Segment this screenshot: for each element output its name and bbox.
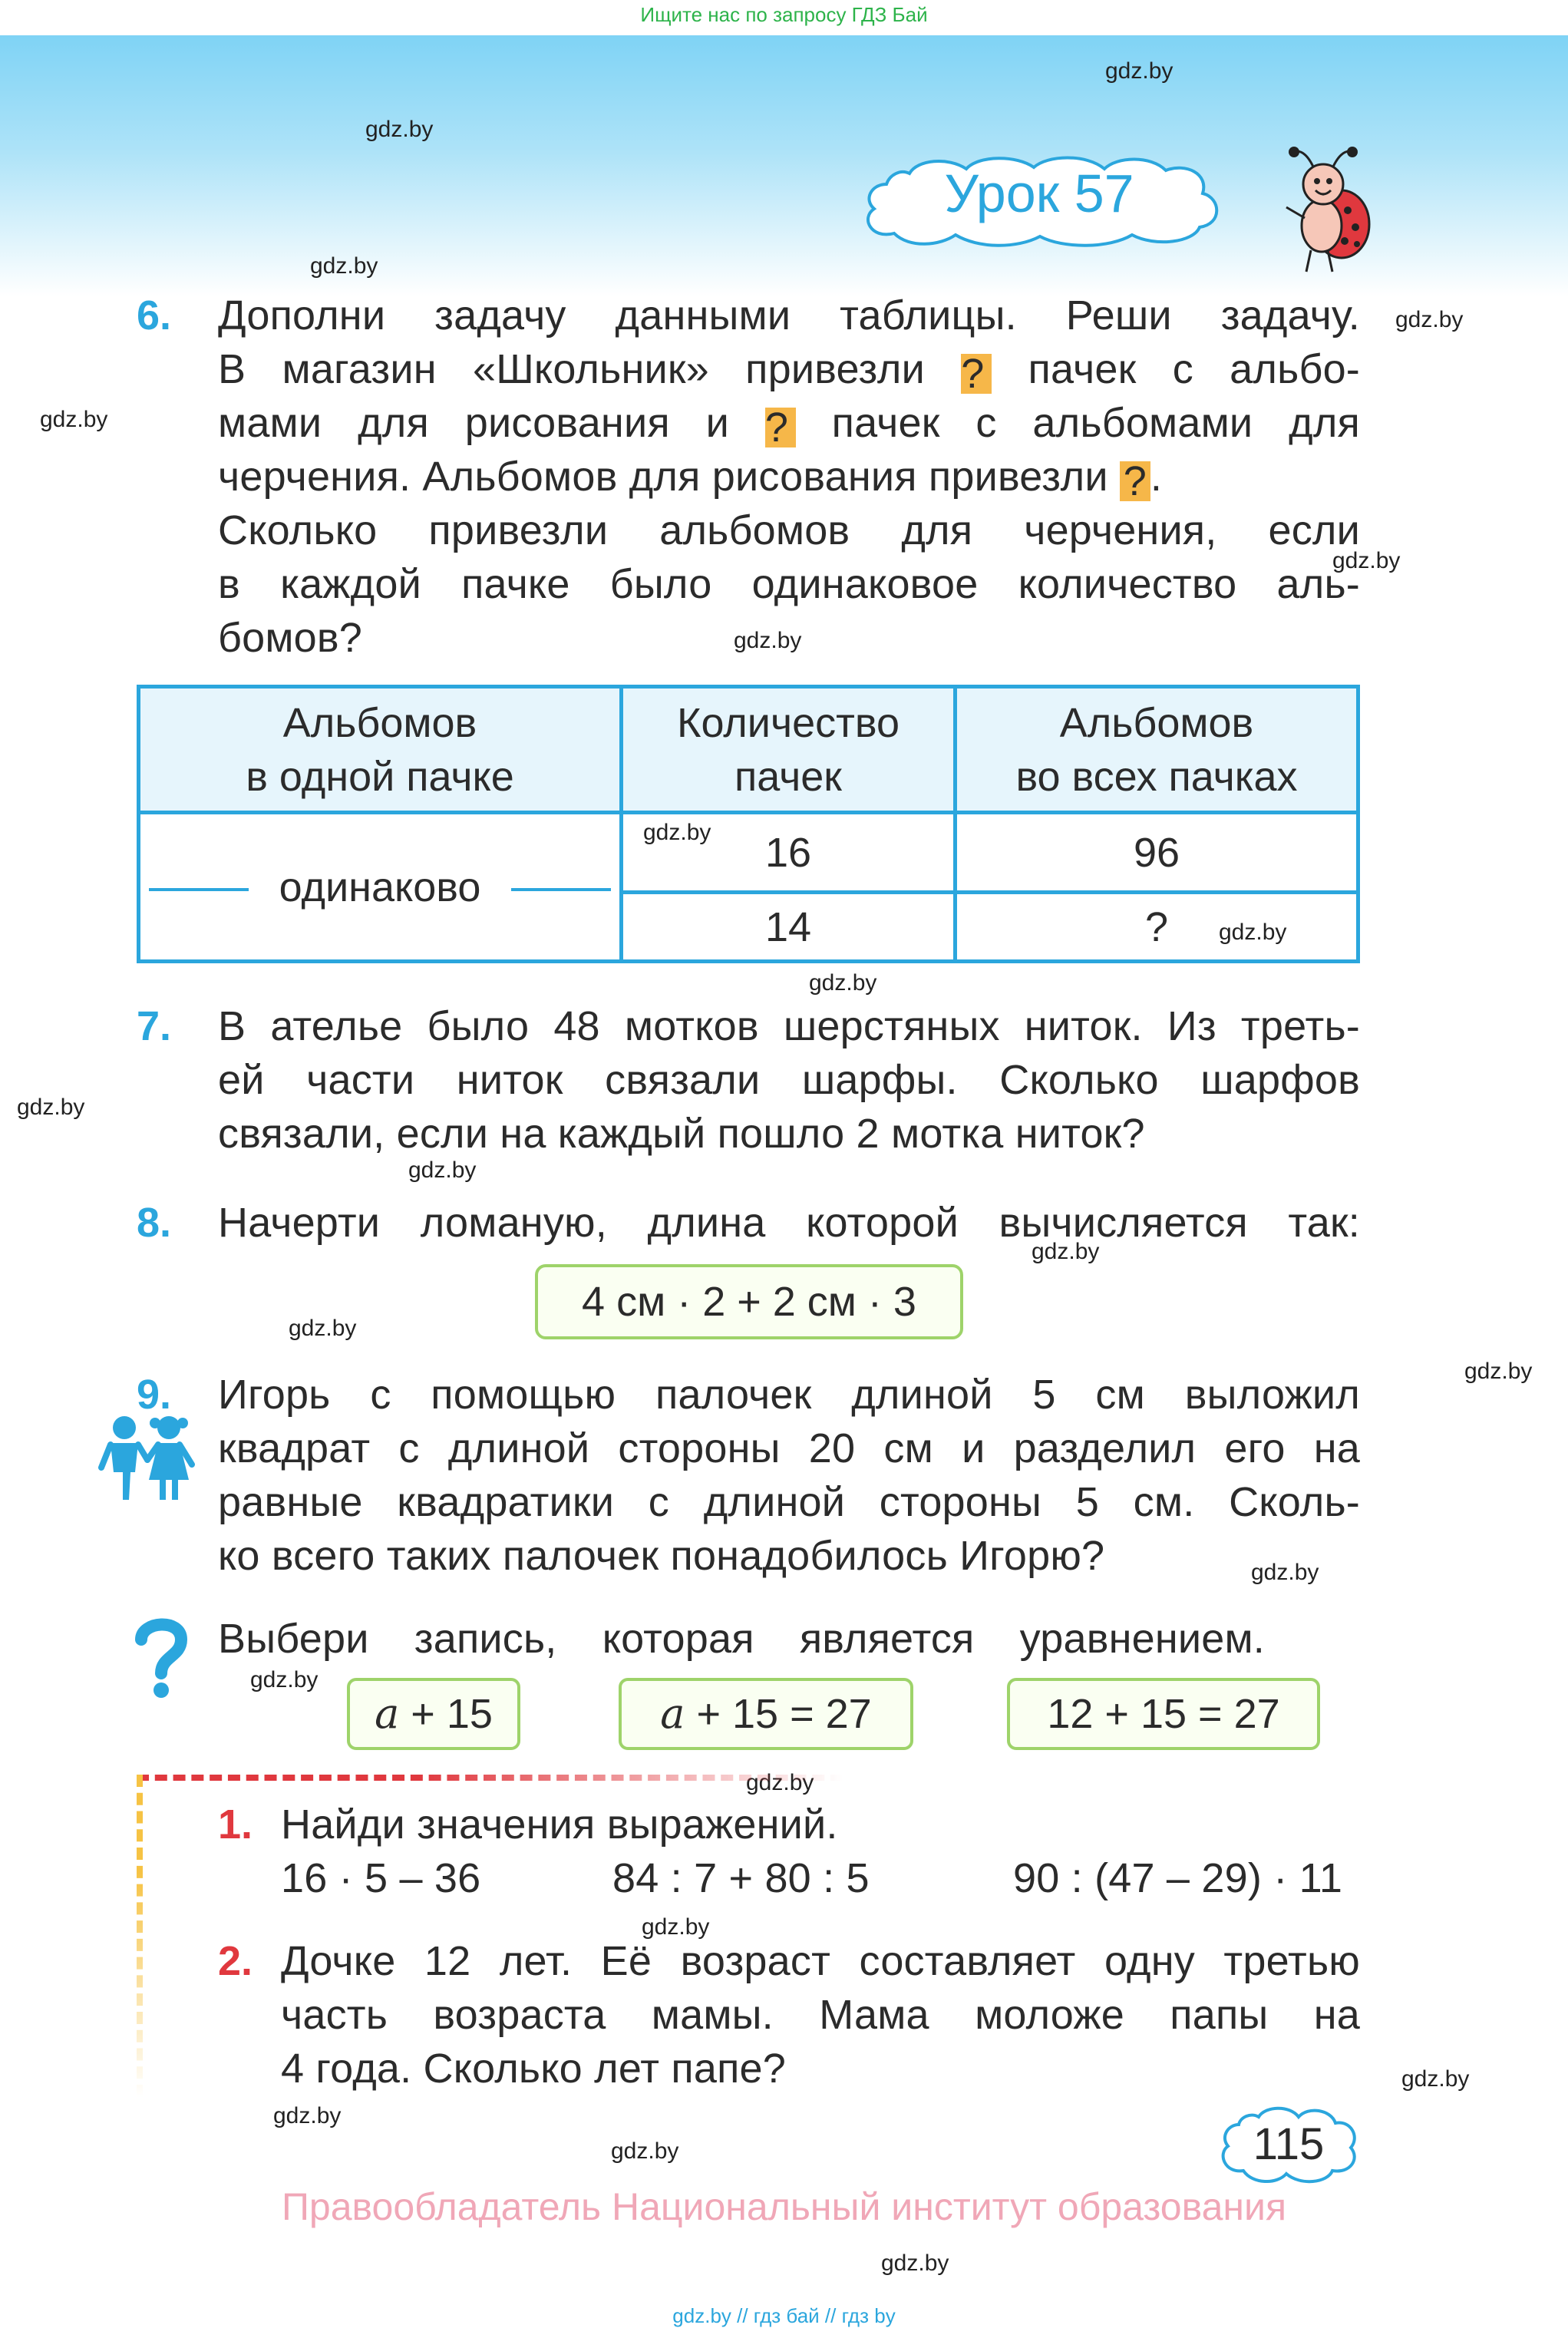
equation-option-1[interactable]: a + 15 xyxy=(347,1678,520,1750)
page-number: 115 xyxy=(1253,2119,1325,2169)
table-cell: 14 xyxy=(622,893,956,962)
review-task-2-line-2: часть возраста мамы. Мама моложе папы на xyxy=(281,1992,1360,2038)
expression-1: 16 · 5 – 36 xyxy=(281,1855,481,1901)
formula-box: 4 см · 2 + 2 см · 3 xyxy=(535,1264,963,1339)
review-task-2-line-3: 4 года. Сколько лет папе? xyxy=(281,2046,786,2092)
task-6-line-7: бомов? xyxy=(218,615,363,661)
task-6-line-5: Сколько привезли альбомов для черчения, если xyxy=(218,507,1360,553)
copyright-text: Правообладатель Национальный институт образования xyxy=(281,2185,1287,2228)
table-header-pack-count: Количество пачек xyxy=(622,687,956,813)
question-mark-icon xyxy=(130,1616,192,1701)
table-header-total: Альбомов во всех пачках xyxy=(956,687,1358,813)
watermark: gdz.by xyxy=(809,970,877,996)
ladybug-icon xyxy=(1271,141,1378,279)
watermark: gdz.by xyxy=(1395,307,1464,332)
watermark: gdz.by xyxy=(1401,2066,1470,2092)
watermark: gdz.by xyxy=(881,2250,949,2276)
dash-line xyxy=(511,888,611,891)
task-8-line: Начерти ломаную, длина которой вычисляется так: xyxy=(218,1200,1360,1246)
watermark: gdz.by xyxy=(1032,1239,1100,1264)
task-9-line-3: равные квадратики с длиной стороны 5 см. Сколь- xyxy=(218,1479,1360,1525)
equation-option-2[interactable]: a + 15 = 27 xyxy=(619,1678,913,1750)
review-border-top xyxy=(137,1775,843,1781)
watermark: gdz.by xyxy=(408,1157,477,1183)
task-7-line-3: связали, если на каждый пошло 2 мотка ниток? xyxy=(218,1111,1145,1157)
watermark: gdz.by xyxy=(1332,548,1401,573)
expression-2: 84 : 7 + 80 : 5 xyxy=(612,1855,870,1901)
watermark: gdz.by xyxy=(1219,920,1287,945)
top-banner-text[interactable]: Ищите нас по запросу ГДЗ Бай xyxy=(640,3,928,26)
review-task-1-line: Найди значения выражений. xyxy=(281,1801,838,1848)
watermark: gdz.by xyxy=(1105,58,1174,84)
data-table xyxy=(137,685,1360,963)
blank-box[interactable]: ? xyxy=(1120,461,1150,501)
watermark: gdz.by xyxy=(17,1095,85,1120)
task-7-number: 7. xyxy=(137,1003,172,1049)
table-cell: 16 xyxy=(622,813,956,893)
blank-box[interactable]: ? xyxy=(765,408,796,447)
task-6-line-3: мами для рисования и ? пачек с альбомами для xyxy=(218,400,1360,451)
task-6-line-1: Дополни задачу данными таблицы. Реши задачу. xyxy=(218,292,1360,338)
kids-pair-icon xyxy=(97,1414,196,1503)
footer-links[interactable]: gdz.by // гдз бай // гдз by xyxy=(672,2304,896,2327)
review-task-2-number: 2. xyxy=(218,1938,253,1984)
watermark: gdz.by xyxy=(611,2138,679,2164)
task-6-line-2: В магазин «Школьник» привезли ? пачек с альбо- xyxy=(218,346,1360,397)
table-merged-cell xyxy=(139,813,622,962)
watermark: gdz.by xyxy=(642,1914,710,1940)
watermark: gdz.by xyxy=(643,820,711,845)
table-cell: ? xyxy=(956,893,1358,962)
watermark: gdz.by xyxy=(250,1667,319,1692)
watermark: gdz.by xyxy=(734,628,802,653)
table-cell-same: одинаково xyxy=(279,864,481,910)
task-7-line-1: В ателье было 48 мотков шерстяных ниток. Из треть- xyxy=(218,1003,1360,1049)
task-9-line-1: Игорь с помощью палочек длиной 5 см выложил xyxy=(218,1372,1360,1418)
blank-box[interactable]: ? xyxy=(961,354,992,394)
watermark: gdz.by xyxy=(289,1316,357,1341)
task-9-number: 9. xyxy=(137,1372,172,1418)
task-8-number: 8. xyxy=(137,1200,172,1246)
task-7-line-2: ей части ниток связали шарфы. Сколько шарфов xyxy=(218,1057,1360,1103)
task-9-line-2: квадрат с длиной стороны 20 см и разделил его на xyxy=(218,1425,1360,1471)
equation-option-3[interactable]: 12 + 15 = 27 xyxy=(1007,1678,1320,1750)
watermark: gdz.by xyxy=(1251,1560,1319,1585)
task-6-number: 6. xyxy=(137,292,172,338)
question-text: Выбери запись, которая является уравнением. xyxy=(218,1616,1265,1662)
review-task-1-number: 1. xyxy=(218,1801,253,1848)
review-border-left xyxy=(137,1775,143,2097)
expression-3: 90 : (47 – 29) · 11 xyxy=(1013,1855,1343,1901)
watermark: gdz.by xyxy=(273,2103,342,2128)
table-cell: 96 xyxy=(956,813,1358,893)
lesson-title: Урок 57 xyxy=(944,163,1134,223)
review-task-2-line-1: Дочке 12 лет. Её возраст составляет одну третью xyxy=(281,1938,1360,1984)
task-6-line-4: черчения. Альбомов для рисования привезли ?. xyxy=(218,454,1163,504)
watermark: gdz.by xyxy=(365,117,434,142)
task-9-line-4: ко всего таких палочек понадобилось Игорю? xyxy=(218,1533,1105,1579)
table-header-per-pack: Альбомов в одной пачке xyxy=(139,687,622,813)
task-6-line-6: в каждой пачке было одинаковое количество аль- xyxy=(218,561,1360,607)
watermark: gdz.by xyxy=(310,253,378,279)
watermark: gdz.by xyxy=(746,1770,814,1795)
dash-line xyxy=(149,888,249,891)
watermark: gdz.by xyxy=(40,407,108,432)
watermark: gdz.by xyxy=(1464,1359,1533,1384)
